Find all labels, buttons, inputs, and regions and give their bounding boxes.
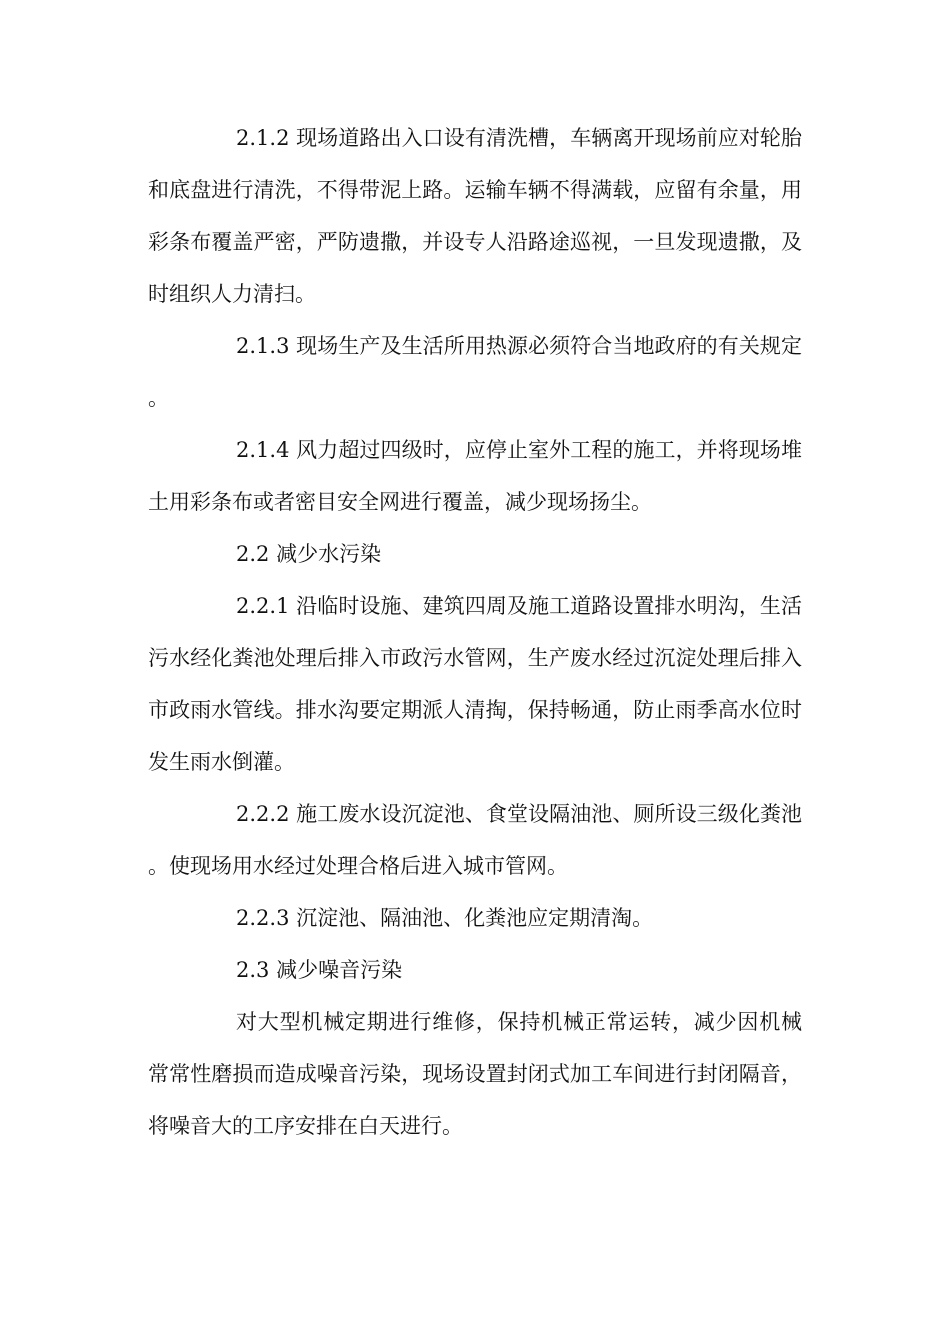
- paragraph-2-2-3: 2.2.3 沉淀池、隔油池、化粪池应定期清淘。: [236, 906, 654, 930]
- document-page: [148, 112, 802, 1152]
- paragraph-2-2-2: 2.2.2 施工废水设沉淀池、食堂设隔油池、厕所设三级化粪池。使现场用水经过处理合格后进入城市管网。: [148, 802, 802, 878]
- paragraph-2-1-3: 2.1.3 现场生产及生活所用热源必须符合当地政府的有关规定。: [148, 334, 802, 410]
- paragraph-2-2-1: 2.2.1 沿临时设施、建筑四周及施工道路设置排水明沟，生活污水经化粪池处理后排入市政污水管网，生产废水经过沉淀处理后排入市政雨水管线。排水沟要定期派人清掏，保持畅通，防止雨季高水位时发生雨水倒灌。: [148, 594, 802, 774]
- section-heading-2-3: 2.3 减少噪音污染: [236, 958, 403, 982]
- paragraph-2-1-4: 2.1.4 风力超过四级时，应停止室外工程的施工，并将现场堆土用彩条布或者密目安全网进行覆盖，减少现场扬尘。: [148, 438, 802, 514]
- paragraph-noise-measures: 对大型机械定期进行维修，保持机械正常运转，减少因机械常常性磨损而造成噪音污染，现场设置封闭式加工车间进行封闭隔音，将噪音大的工序安排在白天进行。: [148, 1010, 802, 1138]
- paragraph-2-1-2: 2.1.2 现场道路出入口设有清洗槽，车辆离开现场前应对轮胎和底盘进行清洗，不得带泥上路。运输车辆不得满载，应留有余量，用彩条布覆盖严密，严防遗撒，并设专人沿路途巡视，一旦发现遗撒，及时组织人力清扫。: [148, 126, 802, 306]
- section-heading-2-2: 2.2 减少水污染: [236, 542, 382, 566]
